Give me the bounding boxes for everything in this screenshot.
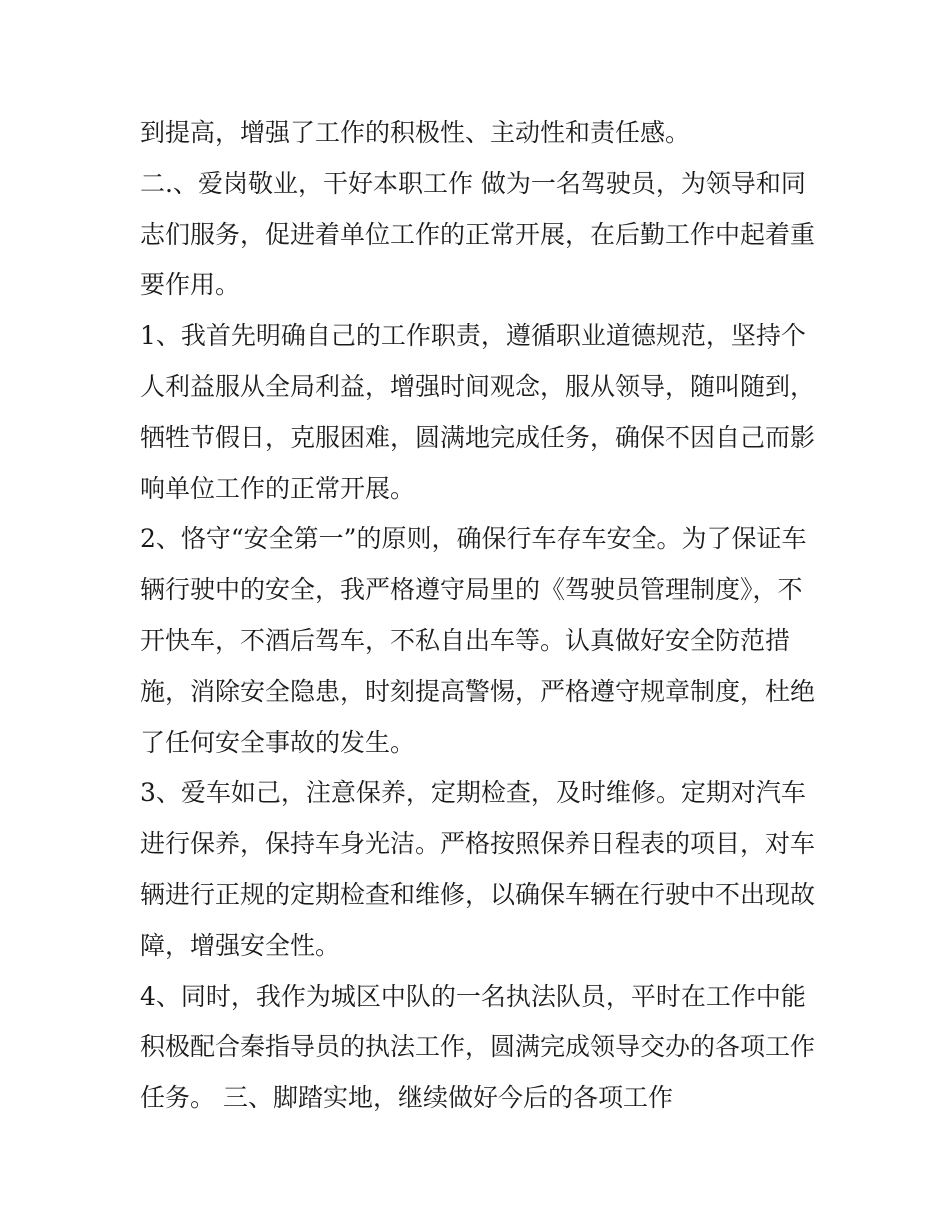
text-line: 开快车，不酒后驾车，不私自出车等。认真做好安全防范措 [140, 625, 791, 655]
text-line: 任务。 三、脚踏实地，继续做好今后的各项工作 [140, 1083, 673, 1113]
text-line: 志们服务，促进着单位工作的正常开展，在后勤工作中起着重 [140, 219, 816, 249]
text-line: 到提高，增强了工作的积极性、主动性和责任感。 [140, 118, 691, 147]
text-line: 辆行驶中的安全，我严格遵守局里的《驾驶员管理制度》，不 [140, 575, 803, 605]
text-line: 施，消除安全隐患，时刻提高警惕，严格遵守规章制度，杜绝 [140, 676, 816, 706]
text-line: 积极配合秦指导员的执法工作，圆满完成领导交办的各项工作 [140, 1032, 816, 1062]
text-line: 障，增强安全性。 [140, 930, 341, 960]
text-line: 1、我首先明确自己的工作职责，遵循职业道德规范，坚持个 [140, 321, 806, 351]
text-line: 响单位工作的正常开展。 [140, 473, 416, 503]
text-line: 4、同时，我作为城区中队的一名执法队员，平时在工作中能 [140, 981, 806, 1011]
text-line: 辆进行正规的定期检查和维修，以确保车辆在行驶中不出现故 [140, 879, 816, 909]
text-line: 了任何安全事故的发生。 [140, 727, 416, 757]
text-line: 2、恪守“安全第一”的原则，确保行车存车安全。为了保证车 [140, 524, 807, 554]
text-line: 二.、爱岗敬业，干好本职工作 做为一名驾驶员，为领导和同 [140, 168, 806, 198]
text-line: 牺牲节假日，克服困难，圆满地完成任务，确保不因自己而影 [140, 422, 816, 452]
text-line: 3、爱车如己，注意保养，定期检查，及时维修。定期对汽车 [140, 778, 806, 808]
document-body-text [140, 108, 816, 1124]
text-line: 人利益服从全局利益，增强时间观念，服从领导，随叫随到， [140, 371, 816, 401]
text-line: 进行保养，保持车身光洁。严格按照保养日程表的项目，对车 [140, 829, 816, 859]
text-line: 要作用。 [140, 270, 241, 300]
